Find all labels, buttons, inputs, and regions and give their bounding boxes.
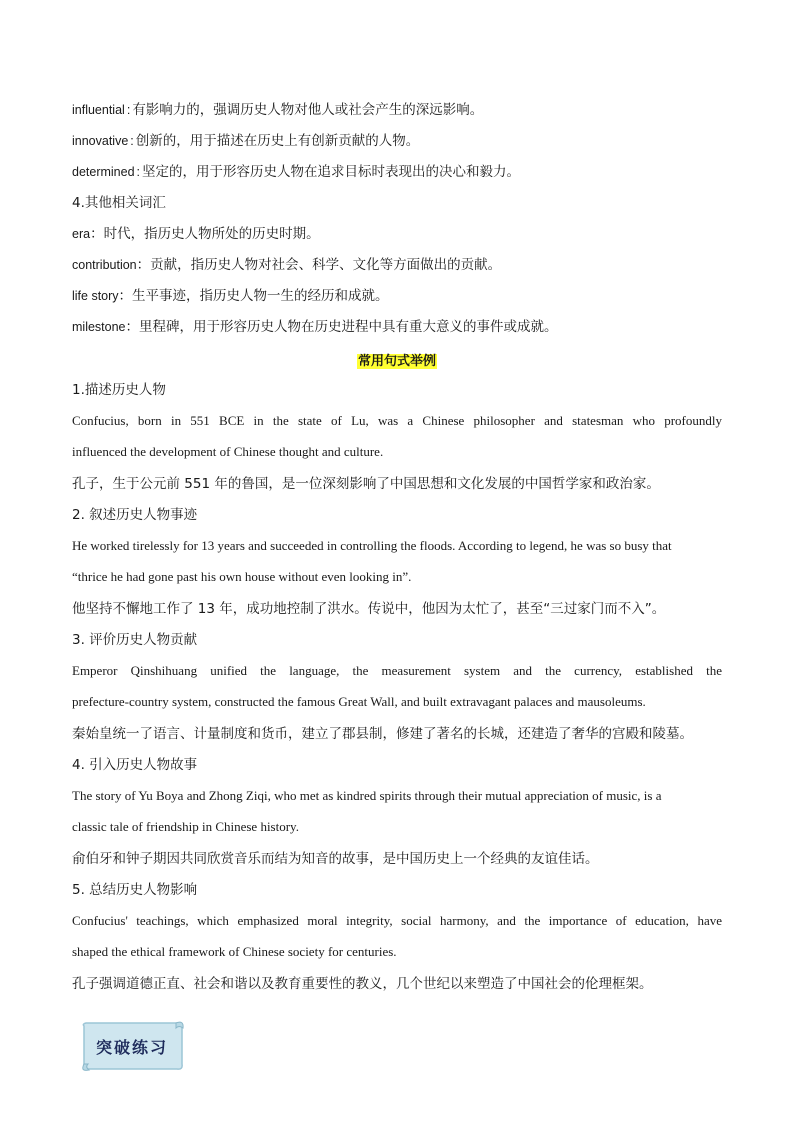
vocab-term: influential — [72, 103, 125, 117]
example-heading: 1.描述历史人物 — [72, 382, 166, 398]
vocab-item-innovative — [72, 131, 419, 151]
vocab-desc: 里程碑，用于形容历史人物在历史进程中具有重大意义的事件或成就。 — [139, 319, 558, 335]
example-chinese-translation: 孔子强调道德正直、社会和谐以及教育重要性的教义，几个世纪以来塑造了中国社会的伦理框架。 — [72, 976, 653, 992]
example-english-line: Emperor Qinshihuang unified the language, the measurement system and the currency, established the — [72, 663, 722, 678]
vocab-term: innovative — [72, 134, 129, 148]
vocab-desc: 生平事迹，指历史人物一生的经历和成就。 — [132, 288, 389, 304]
vocab-sep: ： — [125, 319, 139, 335]
vocab-item-contribution — [72, 255, 501, 275]
example-english-line: influenced the development of Chinese thought and culture. — [72, 444, 384, 459]
vocab-sep: : — [136, 165, 141, 179]
example-english-line: Confucius' teachings, which emphasized moral integrity, social harmony, and the importance of education, have — [72, 913, 722, 928]
example-chinese-translation: 他坚持不懈地工作了 13 年，成功地控制了洪水。传说中，他因为太忙了，甚至“三过家门而不入”。 — [72, 601, 666, 617]
section-title-text: 常用句式举例 — [357, 354, 436, 369]
example-english-line: classic tale of friendship in Chinese history. — [72, 819, 299, 834]
example-chinese-translation: 秦始皇统一了语言、计量制度和货币，建立了郡县制，修建了著名的长城，还建造了奢华的宫殿和陵墓。 — [72, 726, 693, 742]
vocab-sep: : — [126, 103, 131, 117]
vocab-item-era — [72, 224, 320, 244]
example-english-line: The story of Yu Boya and Zhong Ziqi, who met as kindred spirits through their mutual appreciation of music, is a — [72, 788, 662, 803]
example-heading: 3. 评价历史人物贡献 — [72, 632, 198, 648]
example-heading: 4. 引入历史人物故事 — [72, 757, 198, 773]
badge-label: 突破练习 — [95, 1037, 168, 1057]
vocab-desc: 时代，指历史人物所处的历史时期。 — [103, 226, 320, 242]
section-title — [72, 350, 722, 370]
example-english-line: Confucius, born in 551 BCE in the state of Lu, was a Chinese philosopher and statesman who profoundly — [72, 413, 722, 428]
vocab-sep: ： — [118, 288, 133, 304]
example-heading: 2. 叙述历史人物事迹 — [72, 507, 198, 523]
vocab-term: life story — [72, 289, 119, 303]
example-chinese-translation: 孔子，生于公元前 551 年的鲁国，是一位深刻影响了中国思想和文化发展的中国哲学家和政治家。 — [72, 476, 660, 492]
vocab-desc: 有影响力的，强调历史人物对他人或社会产生的深远影响。 — [132, 102, 484, 118]
example-heading: 5. 总结历史人物影响 — [72, 882, 198, 898]
vocab-term: determined — [72, 165, 135, 179]
example-english-line: “thrice he had gone past his own house without even looking in”. — [72, 569, 412, 584]
vocab-item-milestone — [72, 317, 558, 337]
vocab-sep: ： — [90, 226, 104, 242]
vocab-term: contribution — [72, 258, 137, 272]
vocab-term: era — [72, 227, 91, 241]
vocab-desc: 创新的，用于描述在历史上有创新贡献的人物。 — [135, 133, 420, 149]
example-english-line: shaped the ethical framework of Chinese society for centuries. — [72, 944, 397, 959]
vocab-item-life-story — [72, 286, 389, 306]
example-english-line: He worked tirelessly for 13 years and succeeded in controlling the floods. According to legend, he was so busy that — [72, 538, 672, 553]
other-vocab-heading: 4.其他相关词汇 — [72, 195, 166, 211]
vocab-sep: : — [130, 134, 134, 148]
vocab-desc: 贡献，指历史人物对社会、科学、文化等方面做出的贡献。 — [150, 257, 502, 273]
vocab-desc: 坚定的，用于形容历史人物在追求目标时表现出的决心和毅力。 — [142, 164, 521, 180]
vocab-sep: ： — [136, 257, 151, 273]
vocab-item-influential — [72, 100, 483, 120]
vocab-term: milestone — [72, 320, 126, 334]
example-english-line: prefecture-country system, constructed the famous Great Wall, and built extravagant palaces and mausoleums. — [72, 694, 646, 709]
example-chinese-translation: 俞伯牙和钟子期因共同欣赏音乐而结为知音的故事，是中国历史上一个经典的友谊佳话。 — [72, 851, 599, 867]
practice-section-badge — [80, 1020, 184, 1072]
vocab-item-determined — [72, 162, 520, 182]
